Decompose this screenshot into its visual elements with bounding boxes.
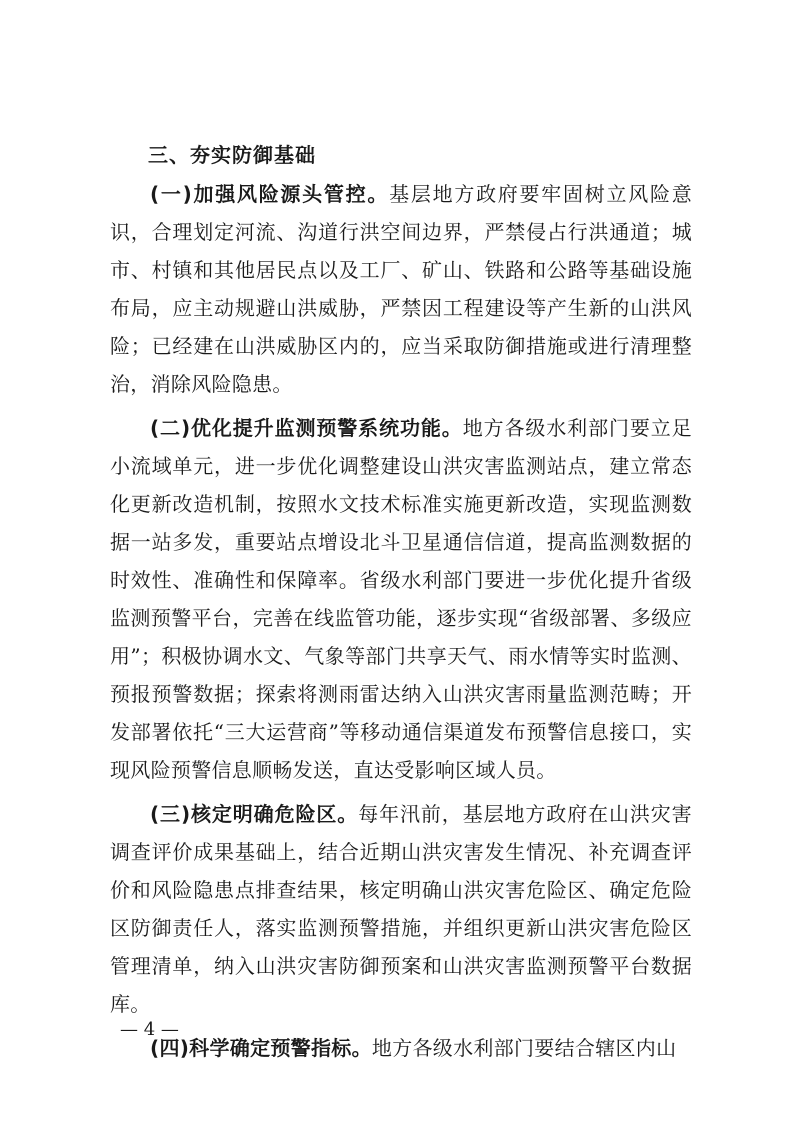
paragraph-body: 地方各级水利部门要立足小流域单元，进一步优化调整建设山洪灾害监测站点，建立常态化更新改造机制，按照水文技术标准实施更新改造，实现监测数据一站多发，重要站点增设北斗卫星通信信道，提高监测数据的时效性、准确性和保障率。省级水利部门要进一步优化提升省级监测预警平台，完善在线监管功能，逐步实现“省级部署、多级应用”；积极协调水文、气象等部门共享天气、雨水情等实时监测、预报预警数据；探索将测雨雷达纳入山洪灾害雨量监测范畴；开发部署依托“三大运营商”等移动通信渠道发布预警信息接口，实现风险预警信息顺畅发送，直达受影响区域人员。: [110, 416, 692, 782]
paragraph-danger-zone: [110, 795, 692, 1023]
paragraph-lead: (一)加强风险源头管控。: [150, 182, 390, 206]
body-text: [110, 175, 692, 1073]
paragraph-body: 地方各级水利部门要结合辖区内山: [371, 1036, 677, 1060]
paragraph-warning-indicators: [110, 1029, 692, 1067]
paragraph-monitoring-system: [110, 409, 692, 789]
paragraph-body: 基层地方政府要牢固树立风险意识，合理划定河流、沟道行洪空间边界，严禁侵占行洪通道；城市、村镇和其他居民点以及工厂、矿山、铁路和公路等基础设施布局，应主动规避山洪威胁，严禁因工程建设等产生新的山洪风险；已经建在山洪威胁区内的，应当采取防御措施或进行清理整治，消除风险隐患。: [110, 182, 692, 396]
page-number: — 4 —: [120, 1019, 179, 1040]
paragraph-lead: (二)优化提升监测预警系统功能。: [150, 416, 463, 440]
paragraph-body: 每年汛前，基层地方政府在山洪灾害调查评价成果基础上，结合近期山洪灾害发生情况、补充调查评价和风险隐患点排查结果，核定明确山洪灾害危险区、确定危险区防御责任人，落实监测预警措施，并组织更新山洪灾害危险区管理清单，纳入山洪灾害防御预案和山洪灾害监测预警平台数据库。: [110, 802, 692, 1016]
section-heading: 三、夯实防御基础: [148, 143, 316, 167]
paragraph-risk-control: [110, 175, 692, 403]
paragraph-lead: (三)核定明确危险区。: [150, 802, 359, 826]
paragraph-lead: (四)科学确定预警指标。: [150, 1036, 372, 1060]
